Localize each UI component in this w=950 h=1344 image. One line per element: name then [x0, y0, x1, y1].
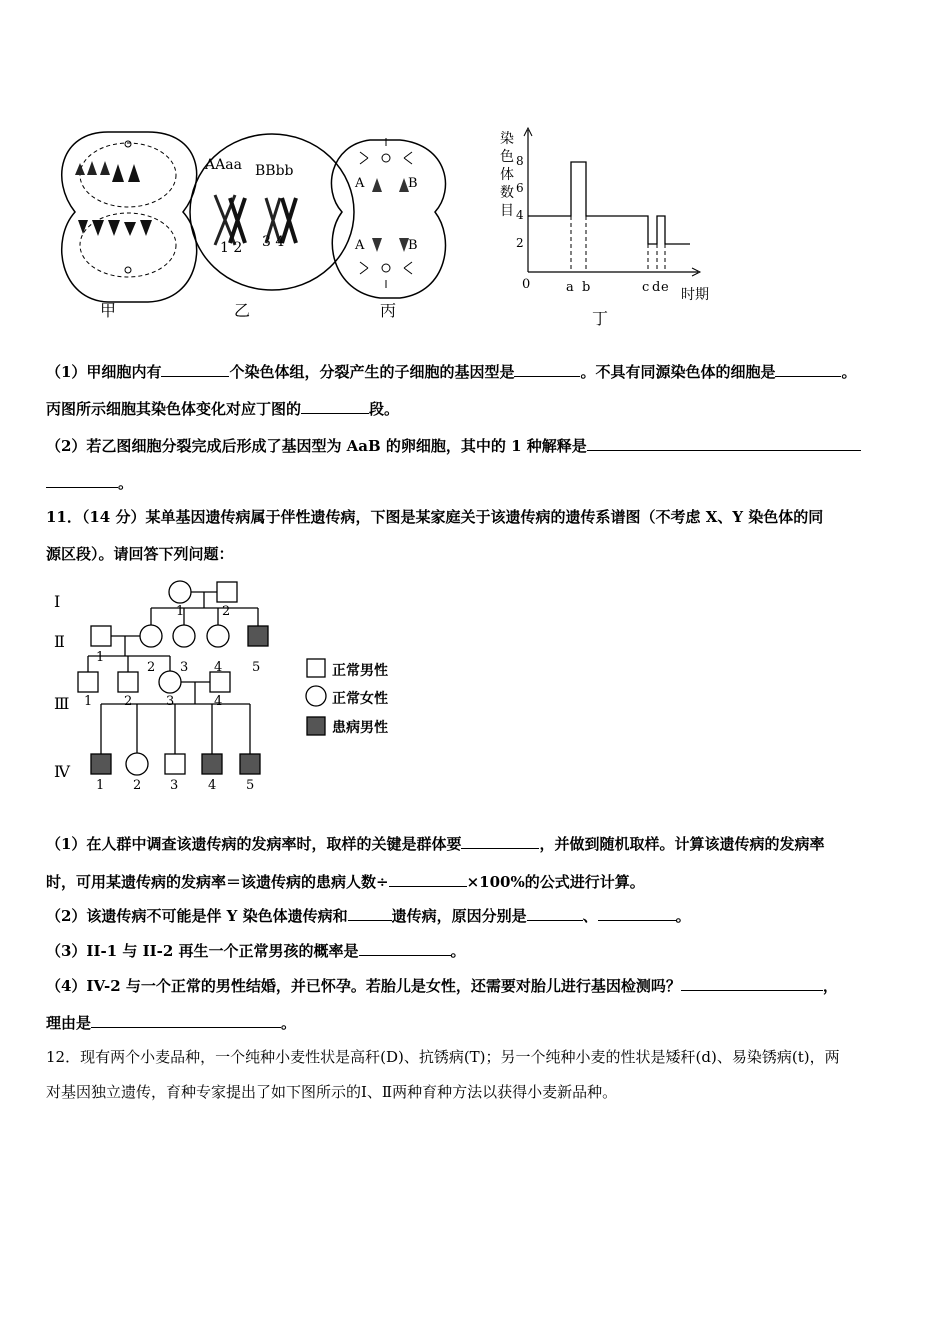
id-label: 2: [222, 604, 231, 619]
xlabel-d: d: [652, 280, 661, 295]
graph-ylabel: 染 色 体 数 目: [500, 131, 514, 219]
gen2-affected-male-5: [248, 626, 268, 646]
xlabel-c: c: [642, 280, 650, 295]
q10-part2-line1: （2）若乙图细胞分裂完成后形成了基因型为 AaB 的卵细胞，其中的 1 种解释是: [46, 435, 861, 456]
yi-gene-top-right: BBbb: [255, 163, 294, 179]
yi-numbers-left: 1 2: [220, 240, 243, 256]
gen4-male-3: [165, 754, 185, 774]
answer-blank[interactable]: [301, 412, 369, 414]
id-label: 4: [214, 660, 223, 675]
answer-blank[interactable]: [359, 954, 451, 956]
gen4-affected-male-1: [91, 754, 111, 774]
gen3-male-4: [210, 672, 230, 692]
bing-top-left: A: [355, 176, 365, 191]
id-label: 1: [176, 604, 185, 619]
q12-line2: 对基因独立遗传，育种专家提出了如下图所示的Ⅰ、Ⅱ两种育种方法以获得小麦新品种。: [46, 1083, 618, 1101]
gen4-female-2: [126, 753, 148, 775]
answer-blank[interactable]: [461, 847, 539, 849]
id-label: 1: [96, 650, 105, 665]
bing-top-right: B: [408, 176, 418, 191]
gen3-male-1: [78, 672, 98, 692]
id-label: 4: [208, 778, 217, 793]
answer-blank[interactable]: [348, 919, 392, 921]
id-label: 2: [147, 660, 156, 675]
gen2-female-4: [207, 625, 229, 647]
legend-affected-male-symbol: [307, 717, 325, 735]
answer-blank[interactable]: [587, 449, 861, 451]
answer-blank[interactable]: [46, 486, 118, 488]
cell-bing: [331, 138, 445, 298]
legend-normal-female-symbol: [306, 686, 326, 706]
label-bing: 丙: [380, 301, 397, 320]
gen2-male-1: [91, 626, 111, 646]
gen3-female-3: [159, 671, 181, 693]
q10-part2-line2: 。: [46, 472, 133, 493]
ytick-6: 6: [516, 181, 524, 195]
q10-part1-line2: 丙图所示细胞其染色体变化对应丁图的 段。: [46, 400, 400, 418]
q11-part3: （3）II-1 与 II-2 再生一个正常男孩的概率是 。: [46, 942, 466, 960]
xlabel-e: e: [661, 280, 669, 295]
q10-part1-line1: （1）甲细胞内有 个染色体组，分裂产生的子细胞的基因型是 。不具有同源染色体的细胞是 。: [46, 363, 857, 381]
answer-blank[interactable]: [775, 375, 841, 377]
gen4-affected-male-4: [202, 754, 222, 774]
gen1-female-1: [169, 581, 191, 603]
id-label: 1: [84, 694, 93, 709]
ytick-2: 2: [516, 236, 524, 250]
answer-blank[interactable]: [514, 375, 580, 377]
q11-part4-line2: 理由是 。: [46, 1014, 297, 1032]
gen2-female-3: [173, 625, 195, 647]
label-yi: 乙: [234, 301, 251, 320]
legend-normal-female: 正常女性: [332, 691, 388, 707]
legend-affected-male: 患病男性: [332, 720, 388, 736]
xlabel-b: b: [582, 280, 591, 295]
cell-jia: [62, 132, 197, 302]
legend-normal-male-symbol: [307, 659, 325, 677]
id-label: 1: [96, 778, 105, 793]
gen4-affected-male-5: [240, 754, 260, 774]
q11-header-line2: 源区段）。请回答下列问题：: [46, 545, 234, 563]
ytick-8: 8: [516, 154, 524, 168]
answer-blank[interactable]: [91, 1026, 281, 1028]
answer-blank[interactable]: [598, 919, 676, 921]
bing-bottom-left: A: [355, 238, 365, 253]
xlabel-a: a: [566, 280, 574, 295]
label-ding: 丁: [592, 309, 609, 328]
q11-part4-line1: （4）IV-2 与一个正常的男性结婚，并已怀孕。若胎儿是女性，还需要对胎儿进行基因检测吗？ ，: [46, 977, 838, 995]
q12-line1: 12．现有两个小麦品种，一个纯种小麦性状是高秆(D)、抗锈病(T)；另一个纯种小麦的性状是矮秆(d)、易染锈病(t)，两: [46, 1048, 840, 1066]
gen-label-1: Ⅰ: [54, 592, 61, 611]
id-label: 3: [170, 778, 179, 793]
yi-gene-top-left: AAaa: [205, 157, 242, 173]
id-label: 5: [252, 660, 261, 675]
id-label: 3: [180, 660, 189, 675]
gen-label-2: Ⅱ: [54, 632, 65, 651]
graph-origin: 0: [522, 277, 531, 292]
q11-header-line1: 11．（14 分）某单基因遗传病属于伴性遗传病，下图是某家庭关于该遗传病的遗传系谱图（不考虑 X、Y 染色体的同: [46, 508, 824, 526]
label-jia: 甲: [100, 301, 117, 320]
id-label: 2: [133, 778, 142, 793]
q11-part1-line1: （1）在人群中调查该遗传病的发病率时，取样的关键是群体要 ，并做到随机取样。计算该遗传病的发病率: [46, 835, 825, 853]
ytick-4: 4: [516, 208, 524, 222]
gen-label-4: Ⅳ: [54, 762, 70, 781]
gen-label-3: Ⅲ: [54, 694, 70, 713]
answer-blank[interactable]: [161, 375, 229, 377]
q11-part1-line2: 时，可用某遗传病的发病率＝该遗传病的患病人数÷ ×100%的公式进行计算。: [46, 873, 645, 891]
answer-blank[interactable]: [681, 989, 823, 991]
gen1-male-2: [217, 582, 237, 602]
answer-blank[interactable]: [389, 885, 467, 887]
gen3-male-2: [118, 672, 138, 692]
bing-bottom-right: B: [408, 238, 418, 253]
id-label: 2: [124, 694, 133, 709]
yi-numbers-right: 3 4: [262, 234, 285, 250]
gen2-female-2: [140, 625, 162, 647]
legend-normal-male: 正常男性: [332, 663, 388, 679]
id-label: 5: [246, 778, 255, 793]
id-label: 4: [214, 694, 223, 709]
id-label: 3: [166, 694, 175, 709]
answer-blank[interactable]: [527, 919, 583, 921]
chromosome-number-graph: [524, 128, 700, 276]
q11-part2: （2）该遗传病不可能是伴 Y 染色体遗传病和 遗传病，原因分别是 、 。: [46, 907, 691, 925]
graph-xaxis-label: 时期: [681, 287, 709, 303]
